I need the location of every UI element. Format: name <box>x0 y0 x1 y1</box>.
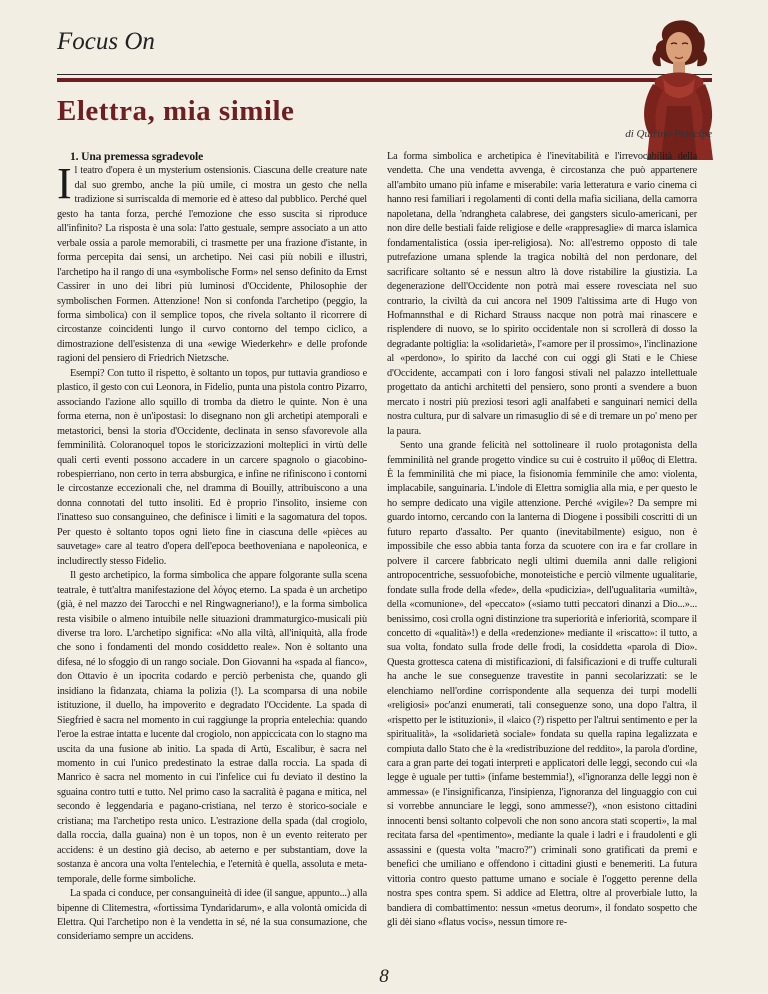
right-column <box>387 150 697 930</box>
article-title: Elettra, mia simile <box>57 95 295 127</box>
paragraph <box>57 159 367 366</box>
paragraph: Esempi? Con tutto il rispetto, è soltanto un topos, pur tuttavia grandioso e plastico, il gesto con cui Leonora, in Fidelio, punta una pistola contro Pizarro, associando l'azione allo squillo di tromba da dietro le quinte. Non è una forma eterna, non è un'ipostasi: lo disegnano non gli archetipi atemporali e metastorici, bensì la storia d'Occidente, declinata in senso sfavorevole alla femminilità. Coloranoquel topos le storicizzazioni molteplici in virtù delle quali certi eventi possono accadere in un carcere spagnolo o giacobino-robespierriano, non certo in terra absburgica, e infine ne rifiniscono i contorni le circostanze eccezionali che, nel dramma di Bouilly, attribuiscono a una donna connotati del tutto insoliti. Ed è proprio l'insolito, insieme con l'inatteso suo consanguineo, che definisce i limiti e la sagomatura del topos. Per questo è soltanto topos ogni lieto fine in ciascuna delle «pièces au sauvetage» care al teatro d'opera dell'epoca beethoveniana e napoleonica, e includirectly stesso Fidelio. <box>57 367 367 567</box>
section-title: Focus On <box>57 28 155 55</box>
section-heading: 1. Una premessa sgradevole <box>70 150 204 163</box>
paragraph: Sento una grande felicità nel sottolineare il ruolo protagonista della femminilità nel grande progetto vindice su cui è costruito il μῦθος di Elettra. È la femminilità che mi piace, la fisionomia femminile che amo: violenta, implacabile, sanguinaria. L'indole di Elettra somiglia alla mia, e per questo le ho sempre dedicato una vigile attenzione. Perché «vigile»? Da sempre mi guardo intorno, cercando con la lanterna di Diogene i possibili coscritti di un futuro reparto d'assalto. Per quanto (inevitabilmente) esiguo, non è impossibile che esso abbia tanta forza da scuotere con ira e far crollare in polvere il carcere fabbricato negli ultimi duemila anni dalle religioni antropocentriche, sessuofobiche, monoteistiche e perciò vilmente ugualitarie, fondate sulla frode della «fede», della «pudicizia», dell'ugualitaria «umiltà», della «comunione», del «peccato» («siamo tutti peccatori dinanzi a Dio...»... benissimo, così crolla ogni distinzione tra superiorità e inferiorità, scompare il concetto di «qualità»!) e della «redenzione» mediante il «riscatto»: il tutto, a sua volta, fondato sulla frode delle frodi, la cosiddetta «parola di Dio». Questa grottesca catena di mistificazioni, di falsificazioni e di truffe culturali ha anche le sue conseguenze travestite in panni secolarizzati: se le elenchiamo nell'ordine corrispondente alla sequenza dei turpi modelli «religiosi» poc'anzi enumerati, tali conseguenze sono, una dopo l'altra, il «rispetto per le istituzioni», il «laico (?) rispetto per l'altrui sentimento e per la spiritualità», la «solidarietà sociale» fondata su quella rapina legalizzata e compiuta dallo Stato che è la «redistribuzione del reddito», la parola d'ordine, cara a gran parte dei togati interpreti e applicatori delle leggi, secondo cui «la legge è uguale per tutti» (infame bestemmia!), «l'ignoranza delle leggi non è ammessa» (e l'insignificanza, l'insipienza, l'ignoranza del linguaggio con cui si vorrebbe annunciare le leggi, sono ammesse?), «non esistono cittadini innocenti bensì soltanto colpevoli che non sono ancora stati scoperti», la mal recitata farsa del «pentimento», mediante la quale i ladri e i fraudolenti e gli assassini e (questa volta "macro?") criminali sono gratificati da premi e benefici che umiliano e offendono i cittadini giusti e benemeriti. La futura vittoria contro questo pattume umano e sociale è l'oggetto perenne della nostra spes contra spem. Si addice ad Elettra, oltre al proverbiale lutto, la bandiera di combattimento: nessun «metus deorum», il fondato sospetto che gli dèi siano «flatus vocis», nessun timore re- <box>387 440 697 929</box>
header-rule <box>57 74 712 75</box>
header-accent-rule <box>57 78 712 82</box>
author-byline: di Quirino Principe <box>625 128 712 140</box>
left-column <box>57 150 367 945</box>
paragraph-text: l teatro d'opera è un mysterium ostensionis. Ciascuna delle creature nate dal suo grembo, anche la più umile, ci mostra un gesto che nella tradizione si surriscalda di memorie ed è atteso dal pubblico. Perché quel gesto ha tanta forza, perché l'emozione che esso suscita si riproduce all'infinito? La risposta è una sola: l'atto gestuale, sempre associato a un atto verbale ossia a parole memorabili, ci trasmette per una frazione d'istante, in forma percepita dai sensi, un archetipo. Nei casi più nobili e illustri, l'archetipo ha il rango di una «symbolische Form» nel senso definito da Ernst Cassirer in uno dei libri più luminosi d'Occidente, Philosophie der symbolischen Formen. Attenzione! Non si confonda l'archetipo (peggio, la forma simbolica) con il semplice topos, che rivela soltanto il ricorrere di circostanze coincidenti lungo il curvo contorno del tempo ciclico, a dimostrazione dell'esistenza di una «ewige Wiederkehr» e delle profonde ragioni del pensiero di Friedrich Nietzsche. <box>57 165 367 365</box>
drop-cap: I <box>57 159 72 209</box>
page-number: 8 <box>379 966 389 987</box>
paragraph: La forma simbolica e archetipica è l'inevitabilità e l'irrevocabilità della vendetta. Che una vendetta avvenga, è circostanza che può appartenere all'ambito umano più infame e miserabile: varia letteratura e vario cinema ci hanno resi familiari i regolamenti di conti della mafia siciliana, della camorra napoletana, della 'ndrangheta calabrese, dei gangsters siculo-americani, per non dire delle bestiali faide religiose e delle «rappresaglie» di marca islamica fondamentalistica (ossia iper-religiosa). No: all'estremo opposto di tale putrefazione umana splende la tragica nobiltà del non perdonare, del sacrificare soltanto sé e nessun altro là dove ristabilire la giustizia. La degenerazione dell'Occidente non potrà mai essere rovesciata nel suo contrario, la civiltà da cui ancora nel 1909 l'altissima arte di Hugo von Hofmannsthal e di Richard Strauss nacque non potrà mai rinascere e risplendere di nuovo, se lo spirito occidentale non si scrollerà di dosso la degradante poltiglia: la «solidarietà», l'«amore per il prossimo», l'inclinazione al «perdono», lo spirito da lacché con cui oggi gli Stati e le Chiese d'Occidente, accampati con i loro fangosi stivali nel palazzo intellettuale progettato da antichi architetti del pensiero, sono pronti a svendere a buon mercato i nostri più preziosi tesori agli analfabeti e sanguinari nemici della nostra cultura, pur di salvare un rimasuglio di sé e di tremare un po' meno per la paura. <box>387 151 697 437</box>
paragraph: Il gesto archetipico, la forma simbolica che appare folgorante sulla scena teatrale, è tutt'altra manifestazione del λόγος eterno. La spada è un archetipo (già, è nel mazzo dei Tarocchi e nel Ringwagneriano!), e la forma simbolica resta visibile o almeno intuibile nelle situazioni drammaturgico-musicali più diverse tra loro. L'archetipo significa: «No alla viltà, all'iniquità, alla frode che sono i fondamenti del mondo cosiddetto reale». Non è soltanto una difesa, né lo sfoggio di un rango sociale. Don Giovanni ha «spada al fianco», don Ottavio è un ipocrita codardo e perciò perbenista che, quando gli insidiano la fidanzata, chiama la polizia (!). La scomparsa di una nobile istituzione, il duello, ha impoverito e degradato l'Occidente. La spada di Siegfried è sacra nel momento in cui raggiunge la propria entelechia: quando l'eroe la estrae intatta e lucente dal crogiolo, non appiccicata con lo stagno ma uscita da una fusione ab initio. La spada di Artù, Escalibur, è sacra nel momento in cui l'unico predestinato la estrae dalla roccia. La spada di Manrico è sacra nel momento in cui l'infelice cui fu deviato il destino la sguaina contro tutti e tutto. Nel primo caso la sacralità è pagana e mitica, nel secondo è leggendaria e pagano-cristiana, nel terzo è storico-sociale e cristiana; ma l'archetipo resta unico. L'estrazione della spada (dal crogiolo, dalla roccia, dalla guaina) non è un topos, non è un evento reiterato per accidens: è un destino già deciso, ab aeterno e per substantiam, dove la sostanza è ancora una volta l'entelechia, e l'eternità è quella, assoluta e meta-temporale, delle forme simboliche. <box>57 570 367 885</box>
paragraph: La spada ci conduce, per consanguineità di idee (il sangue, appunto...) alla bipenne di Clitemestra, «fortissima Tyndaridarum», e alla volontà omicida di Elettra. Qui l'archetipo non è la vendetta in sé, né la sua consumazione, che consideriamo sempre un accidens. <box>57 888 367 943</box>
